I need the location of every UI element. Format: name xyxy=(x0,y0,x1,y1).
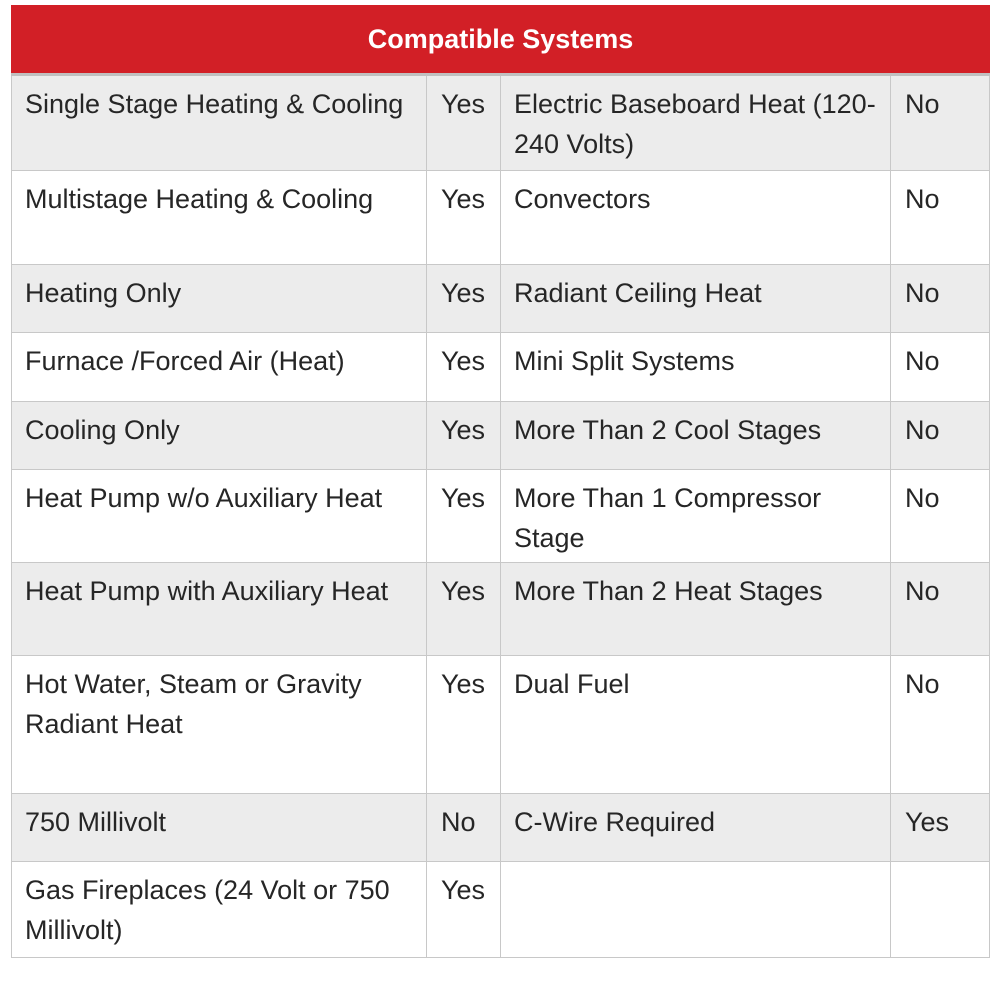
left-compatibility-value: Yes xyxy=(427,75,501,171)
table-row xyxy=(12,402,990,470)
right-system-label: More Than 2 Cool Stages xyxy=(501,402,891,470)
left-system-label: Heating Only xyxy=(12,265,427,333)
right-compatibility-value: No xyxy=(891,402,990,470)
right-compatibility-value: No xyxy=(891,333,990,402)
table-row xyxy=(12,563,990,656)
table-title: Compatible Systems xyxy=(12,6,990,75)
left-system-label: Furnace /Forced Air (Heat) xyxy=(12,333,427,402)
table-row xyxy=(12,862,990,958)
table-row xyxy=(12,656,990,794)
right-compatibility-value: No xyxy=(891,656,990,794)
left-compatibility-value: Yes xyxy=(427,265,501,333)
right-system-label: C-Wire Required xyxy=(501,794,891,862)
table-row xyxy=(12,75,990,171)
table-row xyxy=(12,794,990,862)
left-system-label: Cooling Only xyxy=(12,402,427,470)
right-system-label: Convectors xyxy=(501,171,891,265)
compatible-systems-table-container xyxy=(11,5,989,958)
right-system-label: Mini Split Systems xyxy=(501,333,891,402)
right-system-label: More Than 1 Compressor Stage xyxy=(501,470,891,563)
left-system-label: Gas Fireplaces (24 Volt or 750 Millivolt) xyxy=(12,862,427,958)
left-system-label: Single Stage Heating & Cooling xyxy=(12,75,427,171)
left-compatibility-value: Yes xyxy=(427,656,501,794)
right-compatibility-value: No xyxy=(891,75,990,171)
left-system-label: Multistage Heating & Cooling xyxy=(12,171,427,265)
left-compatibility-value: Yes xyxy=(427,563,501,656)
table-row xyxy=(12,470,990,563)
right-compatibility-value: No xyxy=(891,470,990,563)
left-compatibility-value: No xyxy=(427,794,501,862)
left-compatibility-value: Yes xyxy=(427,470,501,563)
compatible-systems-table xyxy=(11,5,990,958)
left-compatibility-value: Yes xyxy=(427,402,501,470)
left-system-label: Heat Pump with Auxiliary Heat xyxy=(12,563,427,656)
right-compatibility-value: No xyxy=(891,171,990,265)
left-system-label: Heat Pump w/o Auxiliary Heat xyxy=(12,470,427,563)
right-system-label: Radiant Ceiling Heat xyxy=(501,265,891,333)
right-compatibility-value xyxy=(891,862,990,958)
left-system-label: Hot Water, Steam or Gravity Radiant Heat xyxy=(12,656,427,794)
left-compatibility-value: Yes xyxy=(427,862,501,958)
right-system-label xyxy=(501,862,891,958)
left-compatibility-value: Yes xyxy=(427,333,501,402)
left-system-label: 750 Millivolt xyxy=(12,794,427,862)
table-row xyxy=(12,265,990,333)
right-system-label: Dual Fuel xyxy=(501,656,891,794)
right-system-label: Electric Baseboard Heat (120-240 Volts) xyxy=(501,75,891,171)
table-row xyxy=(12,333,990,402)
table-row xyxy=(12,171,990,265)
right-compatibility-value: No xyxy=(891,563,990,656)
right-system-label: More Than 2 Heat Stages xyxy=(501,563,891,656)
right-compatibility-value: No xyxy=(891,265,990,333)
right-compatibility-value: Yes xyxy=(891,794,990,862)
left-compatibility-value: Yes xyxy=(427,171,501,265)
